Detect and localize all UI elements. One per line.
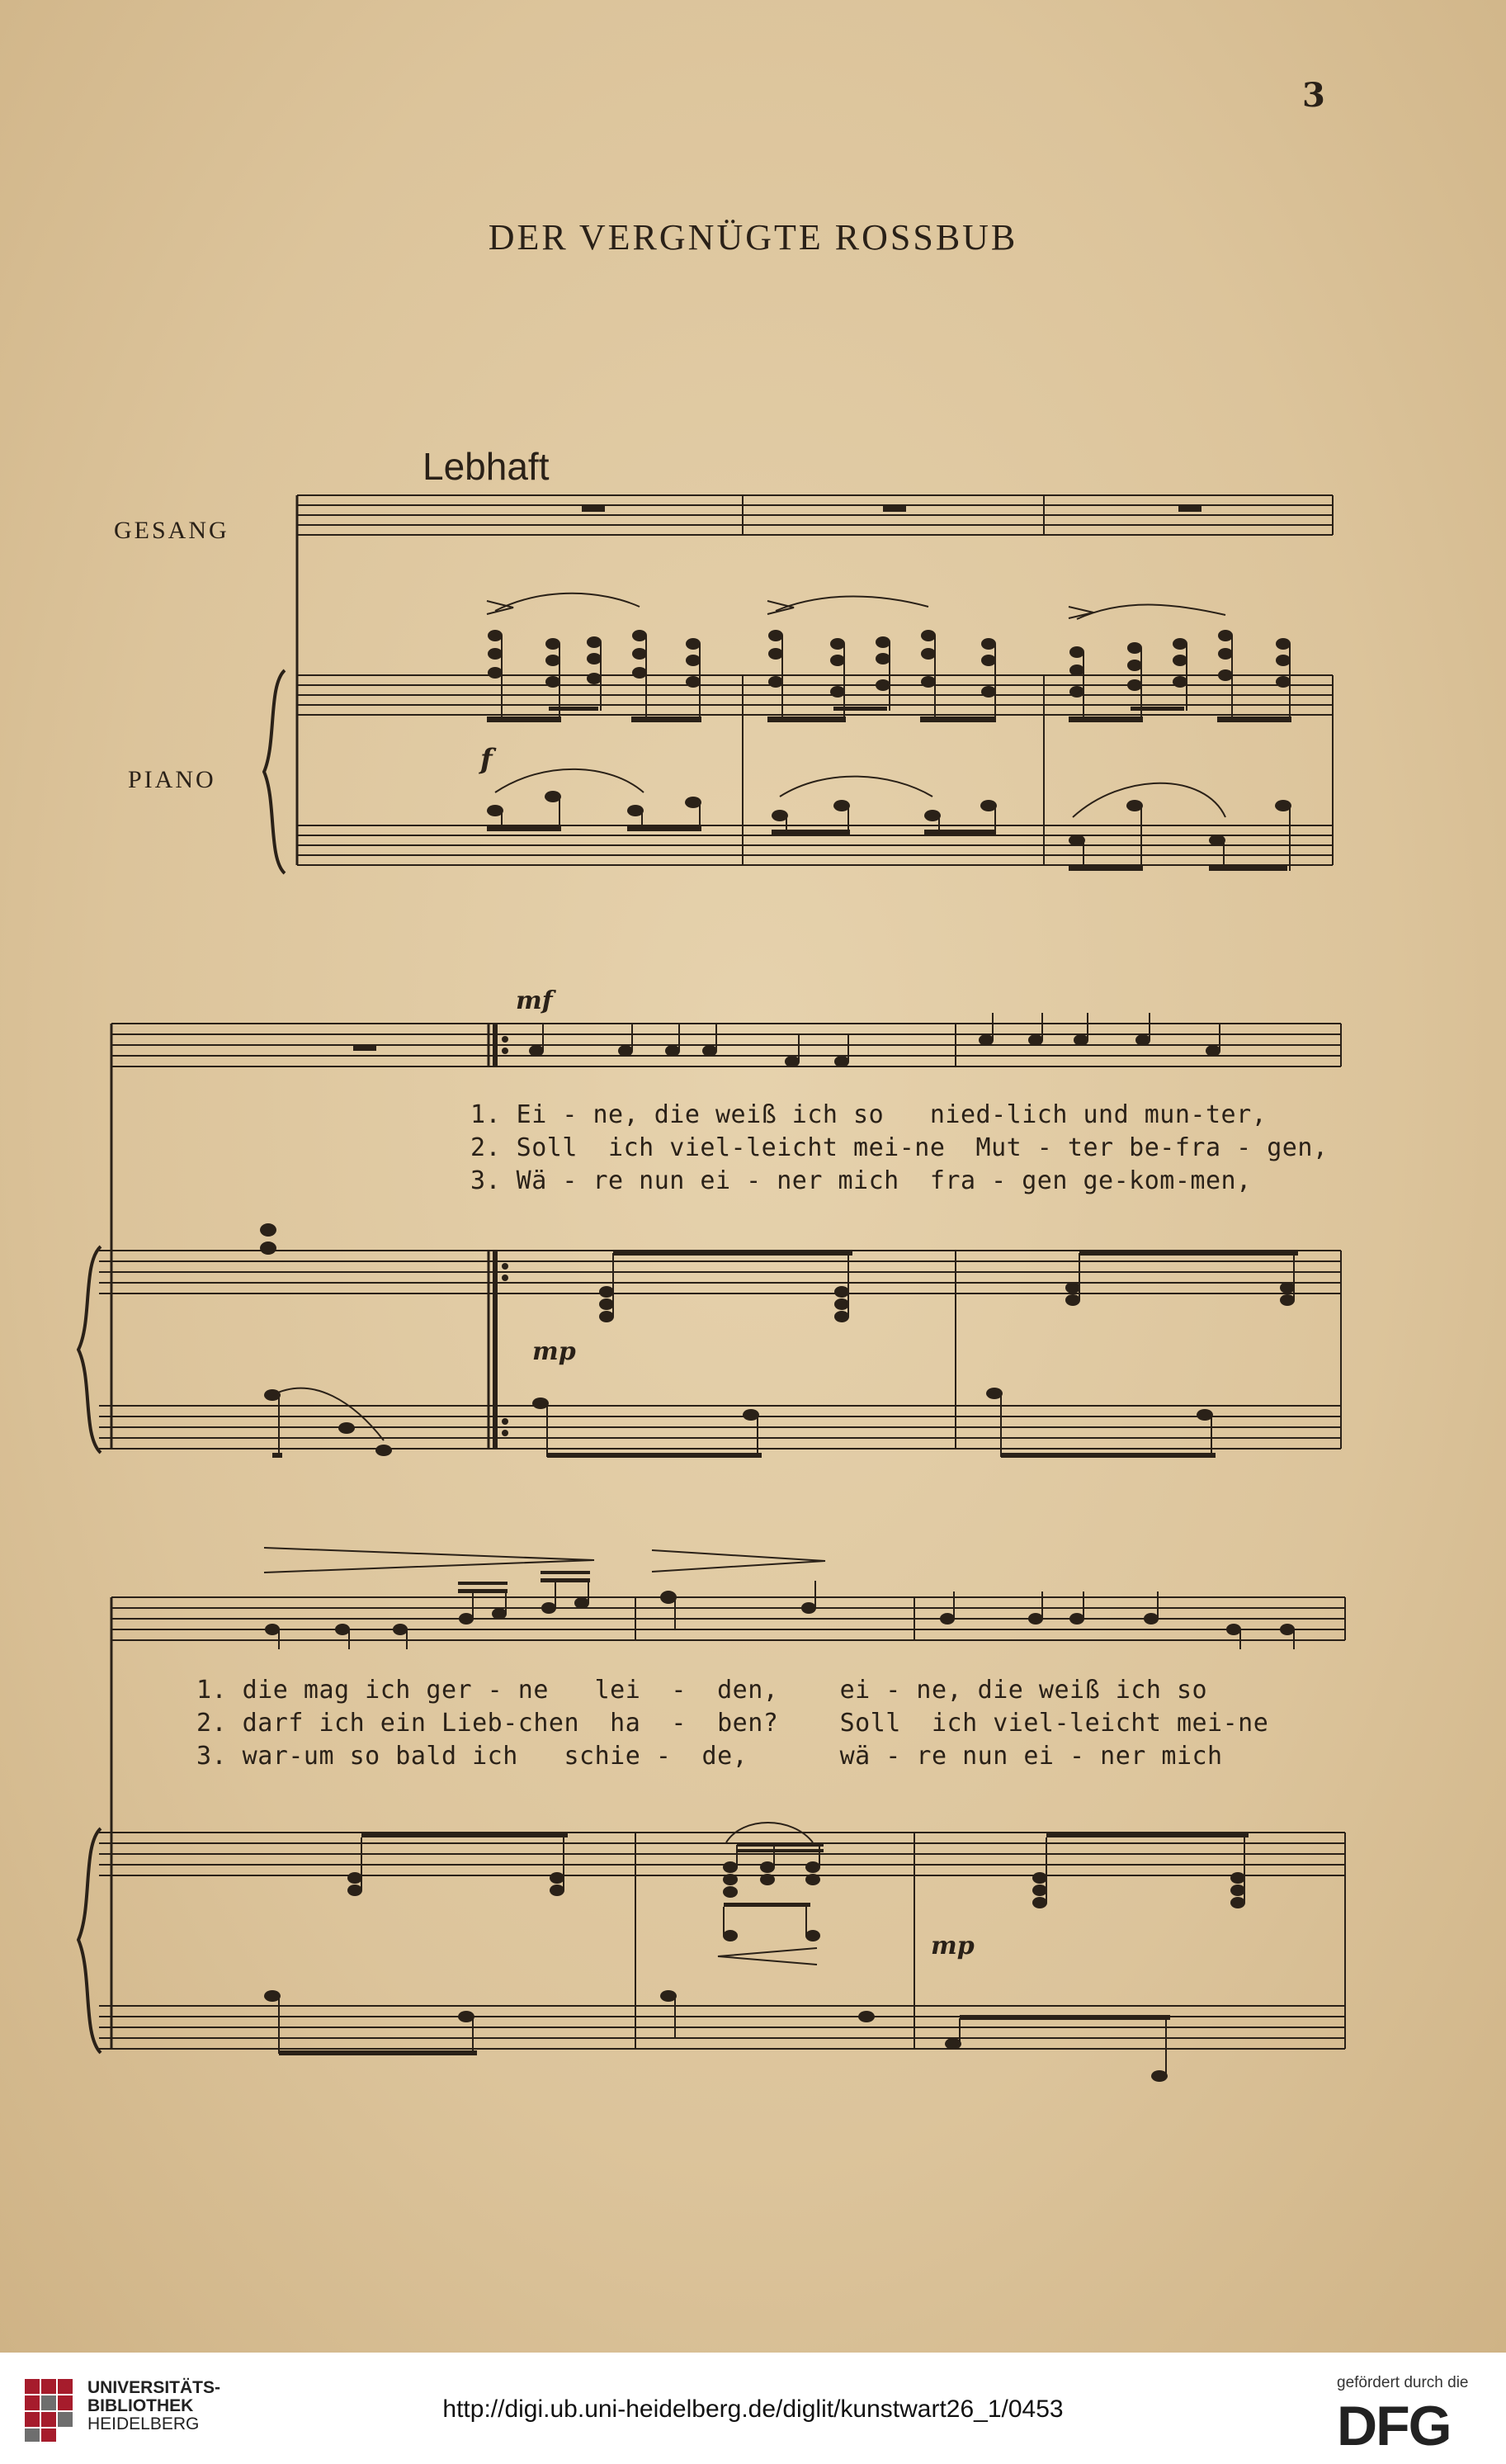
lyrics-verse-3-line-2: 3. war-um so bald ich schie - de, wä - re nun ei - ner mich xyxy=(196,1742,1223,1771)
dynamic-mezzo-forte: mf xyxy=(516,986,553,1015)
funder-caption: gefördert durch die xyxy=(1337,2374,1469,2391)
dynamic-mezzo-piano-2: mp xyxy=(931,1932,975,1960)
lyrics-verse-3-line-1: 3. Wä - re nun ei - ner mich fra - gen ge-kom-men, xyxy=(470,1166,1252,1195)
library-line-2: BIBLIOTHEK xyxy=(87,2396,194,2415)
lyrics-verse-1-line-2: 1. die mag ich ger - ne lei - den, ei - ne, die weiß ich so xyxy=(196,1676,1208,1705)
system-1-staves xyxy=(264,495,1333,873)
dynamic-mezzo-piano-1: mp xyxy=(532,1337,576,1366)
library-line-1: UNIVERSITÄTS- xyxy=(87,2378,221,2397)
lyrics-verse-2-line-2: 2. darf ich ein Lieb-chen ha - ben? Soll ich viel-leicht mei-ne xyxy=(196,1709,1269,1738)
piano-label: PIANO xyxy=(128,766,216,793)
lyrics-verse-2-line-1: 2. Soll ich viel-leicht mei-ne Mut - ter be-fra - gen, xyxy=(470,1133,1329,1162)
lyrics-verse-1-line-1: 1. Ei - ne, die weiß ich so nied-lich und mun-ter, xyxy=(470,1100,1268,1129)
permalink-url[interactable]: http://digi.ub.uni-heidelberg.de/diglit/kunstwart26_1/0453 xyxy=(442,2395,1064,2423)
page-number: 3 xyxy=(1302,76,1325,115)
voice-label: GESANG xyxy=(114,517,229,544)
dfg-logo: DFG xyxy=(1337,2395,1451,2457)
song-title: DER VERGNÜGTE ROSSBUB xyxy=(488,217,1018,258)
dynamic-forte: f xyxy=(480,743,493,776)
tempo-marking: Lebhaft xyxy=(423,445,550,488)
library-line-3: HEIDELBERG xyxy=(87,2414,200,2433)
